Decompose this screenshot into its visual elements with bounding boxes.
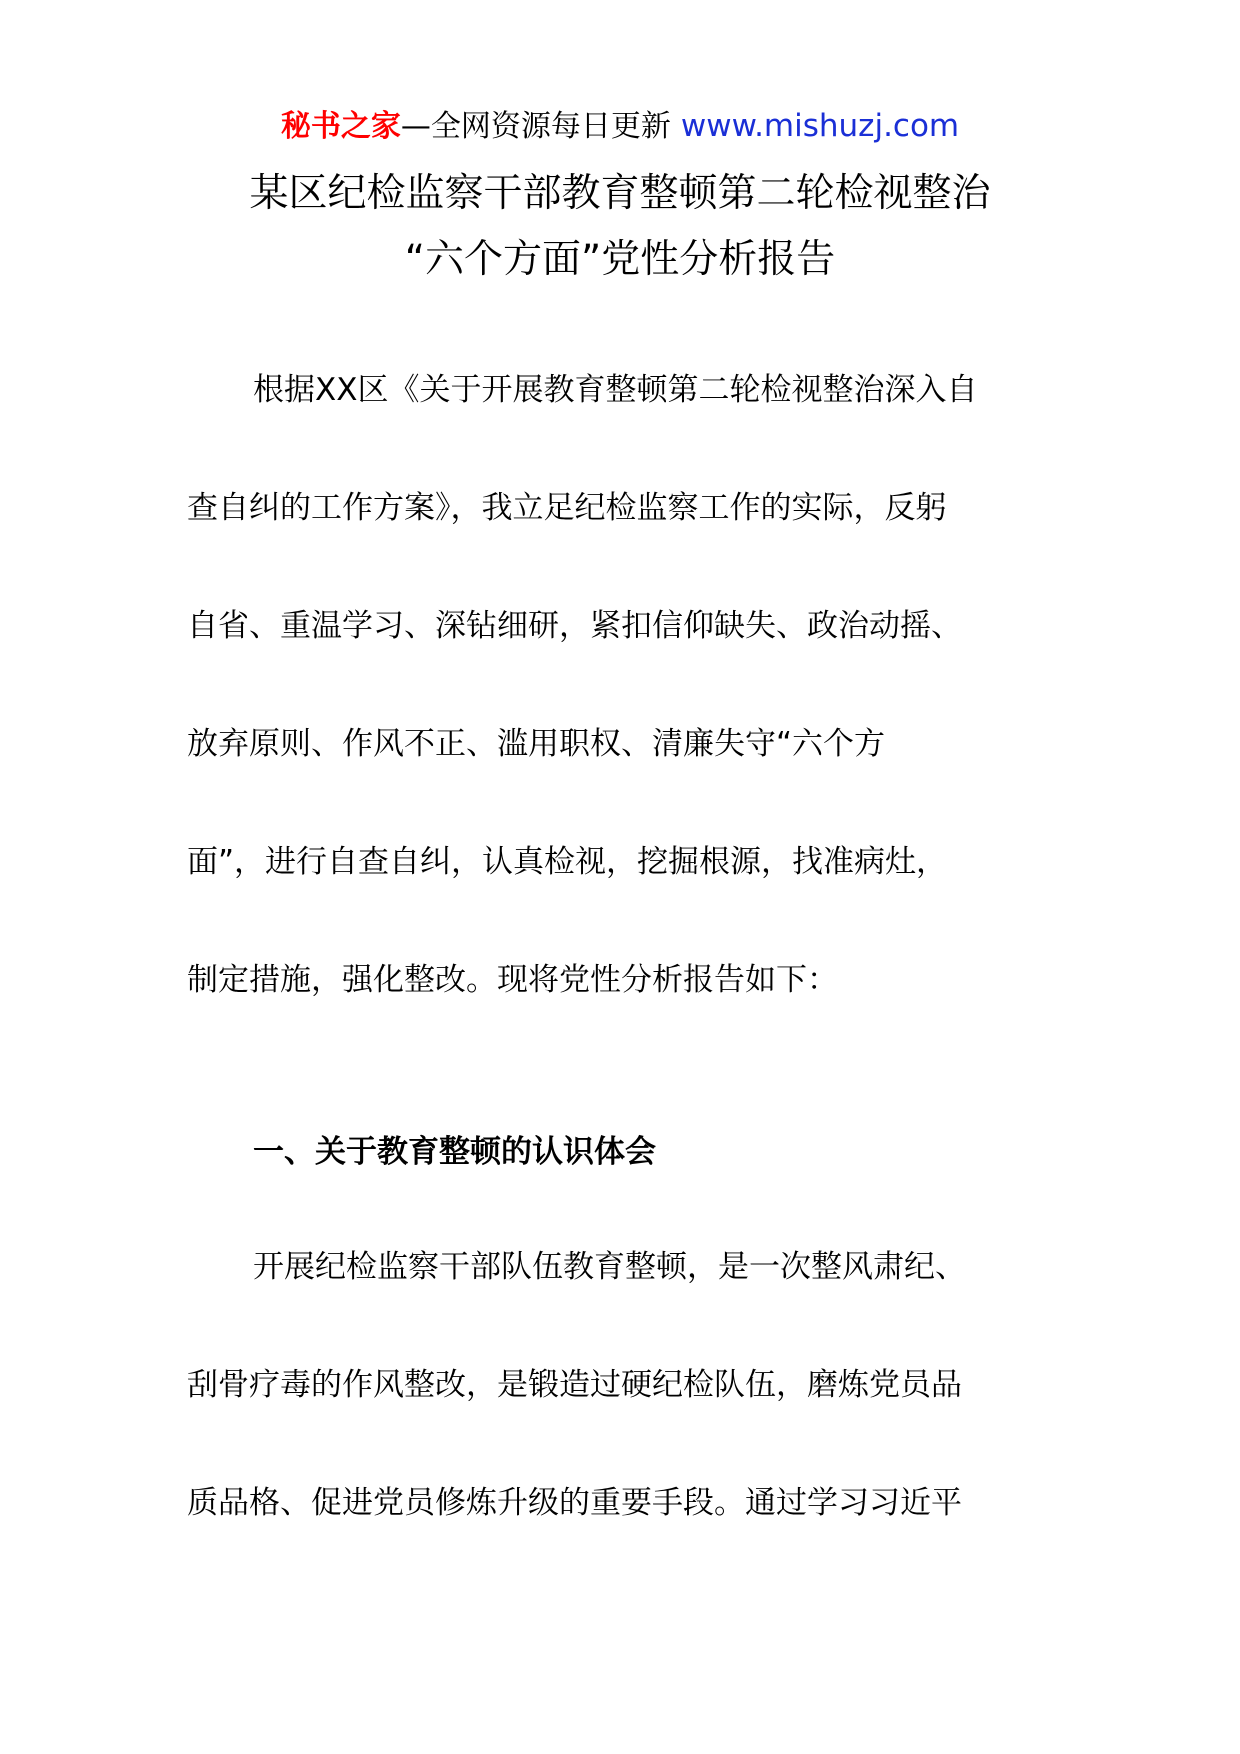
paragraph-1-line-1: 根据XX区《关于开展教育整顿第二轮检视整治深入自 (253, 372, 978, 408)
site-url-link[interactable]: www.mishuzj.com (680, 108, 960, 144)
document-title-line-1: 某区纪检监察干部教育整顿第二轮检视整治 (249, 171, 991, 216)
section-1-line-1: 开展纪检监察干部队伍教育整顿，是一次整风肃纪、 (253, 1249, 966, 1285)
site-header (0, 104, 1240, 149)
paragraph-1-line-3: 自省、重温学习、深钻细研，紧扣信仰缺失、政治动摇、 (187, 608, 962, 644)
header-tagline: —全网资源每日更新 (400, 109, 671, 144)
section-1-line-3: 质品格、促进党员修炼升级的重要手段。通过学习习近平 (187, 1485, 962, 1521)
paragraph-1-line-6: 制定措施，强化整改。现将党性分析报告如下： (187, 962, 838, 998)
brand-name: 秘书之家 (280, 109, 401, 144)
paragraph-1-line-2: 查自纠的工作方案》，我立足纪检监察工作的实际，反躬 (187, 490, 947, 526)
section-1-line-2: 刮骨疗毒的作风整改，是锻造过硬纪检队伍，磨炼党员品 (187, 1367, 962, 1403)
document-title-line-2: “六个方面”党性分析报告 (404, 237, 836, 282)
section-1-heading: 一、关于教育整顿的认识体会 (253, 1134, 656, 1170)
paragraph-1-line-5: 面”，进行自查自纠，认真检视，挖掘根源，找准病灶， (187, 844, 948, 880)
paragraph-1-line-4: 放弃原则、作风不正、滥用职权、清廉失守“六个方 (187, 726, 886, 762)
